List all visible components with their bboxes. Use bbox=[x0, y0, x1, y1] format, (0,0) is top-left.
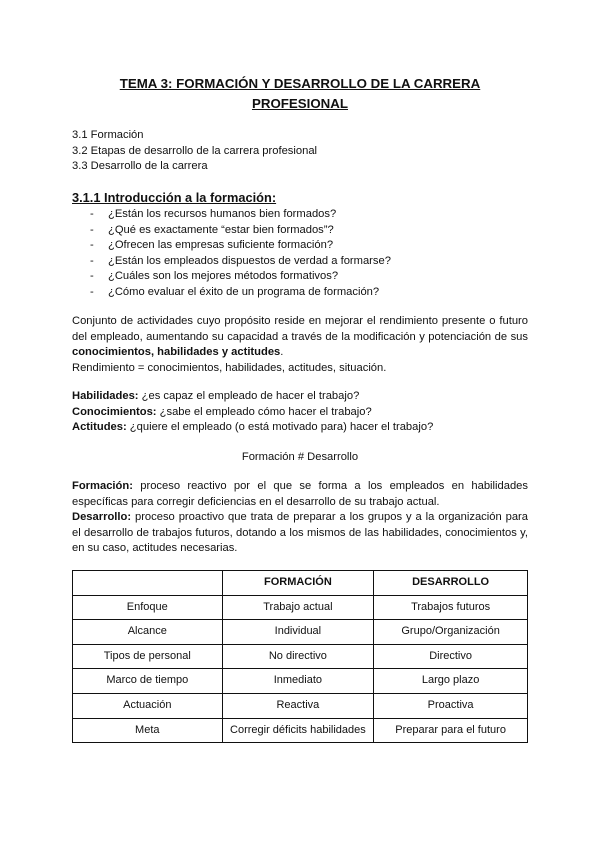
table-cell: Trabajo actual bbox=[222, 595, 374, 620]
bullet-dash: - bbox=[90, 254, 94, 267]
table-cell: Marco de tiempo bbox=[73, 669, 223, 694]
definition-text: ¿sabe el empleado cómo hacer el trabajo? bbox=[156, 405, 372, 418]
definition-term: Desarrollo: bbox=[72, 511, 132, 523]
list-item bbox=[90, 223, 391, 239]
table-cell: Individual bbox=[222, 620, 374, 645]
comparison-table bbox=[72, 570, 528, 743]
question-list bbox=[90, 207, 391, 300]
table-of-contents bbox=[72, 128, 317, 175]
table-cell: Corregir déficits habilidades bbox=[222, 718, 374, 743]
table-row bbox=[73, 620, 528, 645]
table-cell: Proactiva bbox=[374, 693, 528, 718]
table-header-cell bbox=[73, 571, 223, 596]
table-header-row bbox=[73, 571, 528, 596]
definition-term: Conocimientos: bbox=[72, 405, 157, 418]
table-row bbox=[73, 595, 528, 620]
rendimiento-line: Rendimiento = conocimientos, habilidades, actitudes, situación. bbox=[72, 361, 387, 374]
definition-text: ¿es capaz el empleado de hacer el trabajo? bbox=[138, 390, 360, 402]
page-title bbox=[72, 74, 528, 114]
definition-actitudes bbox=[72, 420, 433, 436]
list-item bbox=[90, 285, 391, 301]
table-cell: Reactiva bbox=[222, 693, 374, 718]
list-item bbox=[90, 238, 391, 254]
question-text: ¿Cuáles son los mejores métodos formativos? bbox=[108, 270, 339, 282]
definition-text: ¿quiere el empleado (o está motivado para) hacer el trabajo? bbox=[126, 421, 434, 433]
definitions-list bbox=[72, 389, 433, 436]
table-row bbox=[73, 644, 528, 669]
question-text: ¿Están los recursos humanos bien formados? bbox=[108, 208, 337, 220]
list-item bbox=[90, 207, 391, 223]
definition-term: Formación: bbox=[72, 480, 133, 492]
toc-item: 3.3 Desarrollo de la carrera bbox=[72, 160, 208, 172]
bullet-dash: - bbox=[90, 239, 94, 251]
table-cell: Tipos de personal bbox=[73, 644, 223, 669]
definition-text: proceso proactivo que trata de preparar a los grupos y a la organización para el desarrollo de trabajos futuros, dotando a los mismos de las habilidades, conocimientos y, en su caso, actitudes necesarias. bbox=[72, 511, 528, 554]
title-line-1: TEMA 3: FORMACIÓN Y DESARROLLO DE LA CARRERA bbox=[119, 76, 481, 91]
section-heading: 3.1.1 Introducción a la formación: bbox=[72, 190, 277, 205]
table-header-cell: FORMACIÓN bbox=[222, 571, 374, 596]
definition-term: Actitudes: bbox=[72, 421, 127, 433]
bullet-dash: - bbox=[90, 208, 94, 220]
table-cell: Actuación bbox=[73, 693, 223, 718]
table-cell: Grupo/Organización bbox=[374, 620, 528, 645]
list-item bbox=[90, 269, 391, 285]
intro-end: . bbox=[280, 346, 284, 358]
table-cell: Directivo bbox=[374, 644, 528, 669]
toc-item: 3.1 Formación bbox=[72, 129, 144, 141]
intro-bold-text: conocimientos, habilidades y actitudes bbox=[72, 346, 281, 358]
table-cell: Largo plazo bbox=[374, 669, 528, 694]
table-row bbox=[73, 718, 528, 743]
table-cell: Enfoque bbox=[73, 595, 223, 620]
formacion-definition bbox=[72, 479, 528, 510]
bullet-dash: - bbox=[90, 285, 94, 298]
table-row bbox=[73, 693, 528, 718]
table-cell: Inmediato bbox=[222, 669, 374, 694]
intro-paragraph bbox=[72, 314, 528, 376]
comparison-line: Formación # Desarrollo bbox=[241, 451, 359, 463]
question-text: ¿Ofrecen las empresas suficiente formación? bbox=[108, 239, 334, 251]
question-text: ¿Cómo evaluar el éxito de un programa de formación? bbox=[108, 285, 380, 298]
table-cell: Meta bbox=[73, 718, 223, 743]
table-cell: Alcance bbox=[73, 620, 223, 645]
bullet-dash: - bbox=[90, 223, 94, 236]
definition-term: Habilidades: bbox=[72, 390, 139, 402]
question-text: ¿Están los empleados dispuestos de verdad a formarse? bbox=[108, 254, 391, 267]
definition-habilidades bbox=[72, 389, 433, 405]
table-cell: Trabajos futuros bbox=[374, 595, 528, 620]
question-text: ¿Qué es exactamente “estar bien formados”? bbox=[108, 223, 334, 236]
table-row bbox=[73, 669, 528, 694]
table-cell: Preparar para el futuro bbox=[374, 718, 528, 743]
definition-conocimientos bbox=[72, 405, 433, 421]
list-item bbox=[90, 254, 391, 270]
definition-text: proceso reactivo por el que se forma a los empleados en habilidades específicas para corregir deficiencias en el desarrollo de su trabajo actual. bbox=[72, 480, 528, 508]
table-cell: No directivo bbox=[222, 644, 374, 669]
toc-item: 3.2 Etapas de desarrollo de la carrera profesional bbox=[72, 144, 318, 157]
desarrollo-definition bbox=[72, 510, 528, 557]
bullet-dash: - bbox=[90, 270, 94, 282]
title-line-2: PROFESIONAL bbox=[251, 96, 349, 111]
table-header-cell: DESARROLLO bbox=[374, 571, 528, 596]
intro-text: Conjunto de actividades cuyo propósito reside en mejorar el rendimiento presente o futuro del empleado, aumentando su capacidad a través de la modificación y potenciación de sus bbox=[72, 315, 528, 343]
